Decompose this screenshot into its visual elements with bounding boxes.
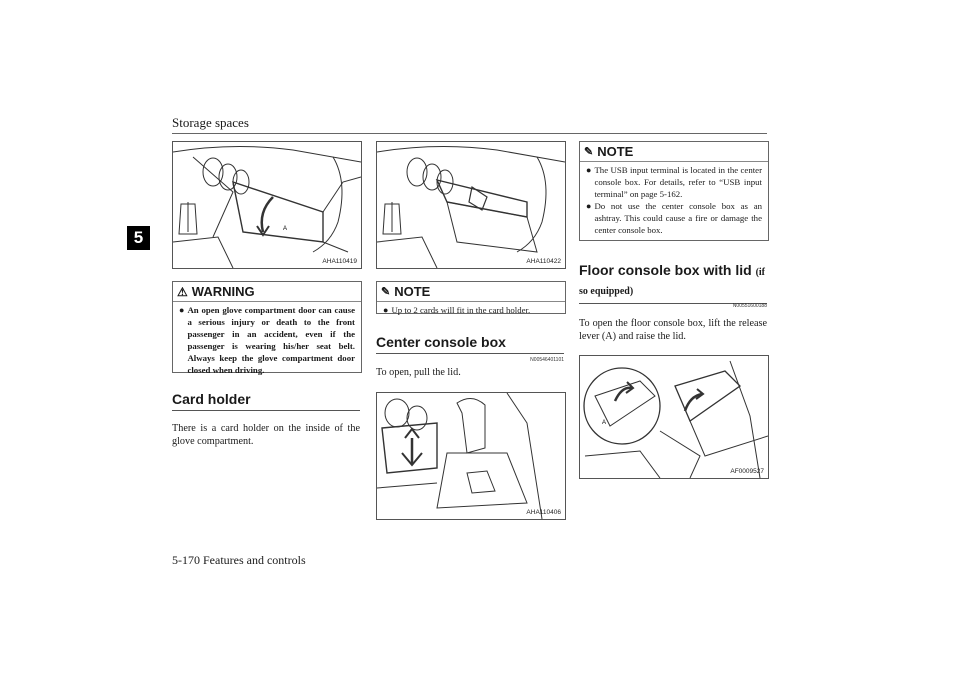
glove-box-illustration xyxy=(173,142,361,268)
warning-box xyxy=(172,281,362,373)
warning-title: WARNING xyxy=(191,284,255,299)
glove-box-figure-code: AHA110419 xyxy=(322,258,357,265)
warning-text: An open glove compartment door can cause a serious injury or death to the front passenger in an accident, even if the passenger is wearing his/her seat belt. Always keep the glove compartment door closed when driving. xyxy=(187,305,355,375)
page-header-title: Storage spaces xyxy=(172,115,249,130)
center-console-illustration xyxy=(377,393,565,519)
center-console-ref: N00546401101 xyxy=(530,357,564,363)
card-holder-figure xyxy=(376,141,566,269)
floor-console-ref: N00551600188 xyxy=(732,303,767,309)
floor-console-illustration xyxy=(580,356,768,478)
bullet-icon: ● xyxy=(586,165,592,175)
card-note-title: NOTE xyxy=(394,284,431,299)
header-rule xyxy=(172,133,767,134)
bullet-icon: ● xyxy=(179,305,185,315)
bullet-icon: ● xyxy=(586,201,592,211)
page-footer: 5-170 Features and controls xyxy=(172,553,306,567)
usb-note-box xyxy=(579,141,769,241)
card-note-text: Up to 2 cards will fit in the card holder. xyxy=(391,305,531,315)
card-holder-illustration xyxy=(377,142,565,268)
warning-triangle-icon: ⚠ xyxy=(177,284,188,299)
usb-note-text-1: The USB input terminal is located in the center console box. For details, refer to “USB input terminal” on page 5-162. xyxy=(594,165,762,199)
center-console-figure-code: AHA110406 xyxy=(526,509,561,516)
usb-note-item xyxy=(586,164,762,200)
center-console-text: To open, pull the lid. xyxy=(376,367,461,378)
note-pencil-icon: ✎ xyxy=(584,146,594,158)
floor-console-heading xyxy=(579,262,767,304)
usb-note-title: NOTE xyxy=(597,144,634,159)
bullet-icon: ● xyxy=(383,305,389,315)
card-holder-figure-code: AHA110422 xyxy=(526,258,561,265)
floor-console-heading-text: Floor console box with lid xyxy=(579,262,752,278)
card-note-header xyxy=(377,282,565,302)
center-console-figure xyxy=(376,392,566,520)
glove-box-figure xyxy=(172,141,362,269)
usb-note-text-2: Do not use the center console box as an ashtray. This could cause a fire or damage the center console box. xyxy=(594,201,762,235)
card-holder-text: There is a card holder on the inside of the glove compartment. xyxy=(172,423,360,447)
usb-note-header xyxy=(580,142,768,162)
card-note-item xyxy=(383,304,559,316)
usb-note-item xyxy=(586,200,762,236)
floor-console-label-a: A xyxy=(602,420,607,426)
chapter-tab: 5 xyxy=(127,226,150,250)
floor-console-figure-code: AF0009527 xyxy=(730,468,764,475)
glove-box-label-a: A xyxy=(283,226,288,232)
center-console-heading: Center console box xyxy=(376,334,564,354)
floor-console-qualifier: (if so equipped) xyxy=(579,267,766,297)
floor-console-text: To open the floor console box, lift the release lever (A) and raise the lid. xyxy=(579,318,767,342)
card-note-box xyxy=(376,281,566,314)
warning-header xyxy=(173,282,361,302)
note-pencil-icon: ✎ xyxy=(381,286,391,298)
floor-console-figure xyxy=(579,355,769,479)
card-holder-heading: Card holder xyxy=(172,391,360,411)
warning-item xyxy=(179,304,355,376)
